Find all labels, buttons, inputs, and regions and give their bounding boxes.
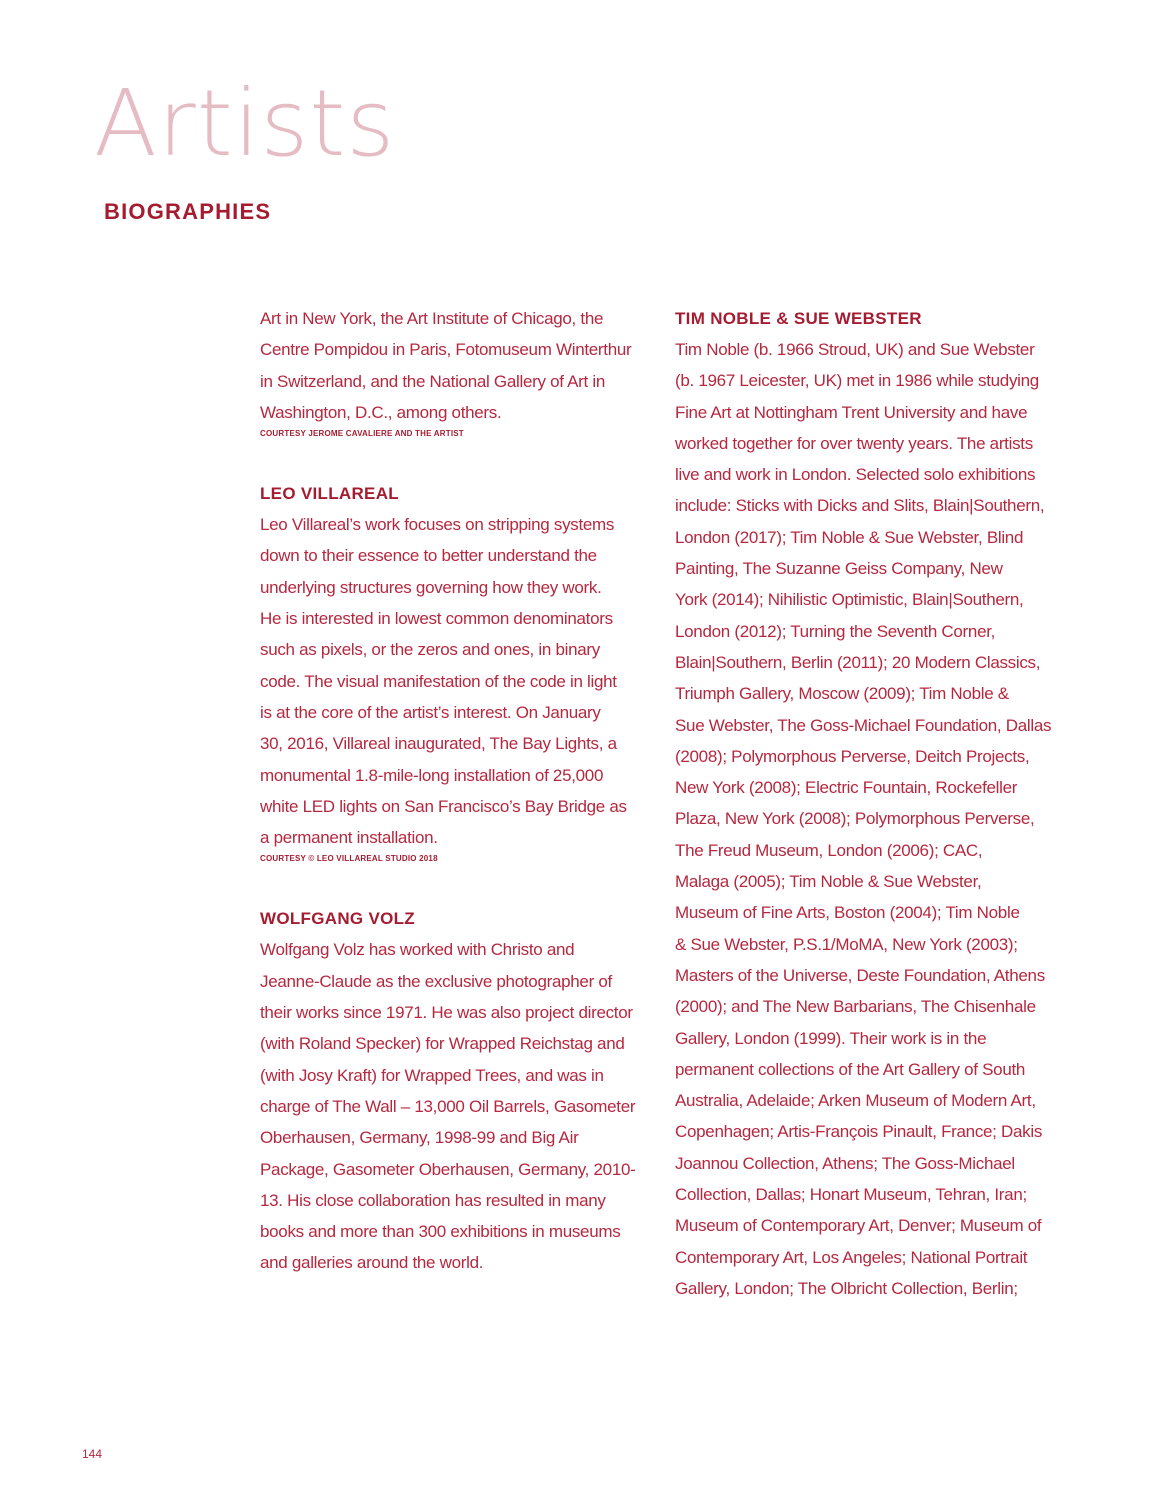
section-subtitle: BIOGRAPHIES — [104, 199, 272, 224]
text-line: Art in New York, the Art Institute of Chicago, the — [260, 309, 604, 328]
text-line: Gallery, London; The Olbricht Collection, Berlin; — [675, 1278, 1018, 1298]
text-line: Washington, D.C., among others. — [260, 402, 502, 422]
text-line: monumental 1.8-mile-long installation of 25,000 — [260, 765, 604, 785]
text-line: Package, Gasometer Oberhausen, Germany, 2010- — [260, 1159, 636, 1179]
intro-paragraph — [260, 303, 680, 428]
photo-credit: COURTESY © LEO VILLAREAL STUDIO 2018 — [260, 854, 438, 864]
text-line: books and more than 300 exhibitions in museums — [260, 1222, 621, 1242]
text-line: The Freud Museum, London (2006); CAC, — [675, 840, 983, 860]
text-line: down to their essence to better understand the — [260, 546, 597, 566]
text-line: Masters of the Universe, Deste Foundation, Athens — [675, 965, 1045, 985]
text-line: 30, 2016, Villareal inaugurated, The Bay Lights, a — [260, 734, 617, 754]
text-line: Contemporary Art, Los Angeles; National Portrait — [675, 1247, 1028, 1267]
right-column — [675, 303, 1095, 1304]
artist-name-heading: WOLFGANG VOLZ — [260, 909, 415, 929]
text-line: London (2017); Tim Noble & Sue Webster, Blind — [675, 527, 1024, 547]
text-line: white LED lights on San Francisco’s Bay Bridge as — [260, 796, 627, 816]
text-line: He is interested in lowest common denominators — [260, 609, 613, 629]
text-line: New York (2008); Electric Fountain, Rockefeller — [675, 778, 1018, 798]
page-title: Artists — [94, 70, 396, 177]
text-line: Museum of Fine Arts, Boston (2004); Tim Noble — [675, 903, 1020, 923]
artist-name-heading: LEO VILLAREAL — [260, 484, 399, 504]
text-line: Plaza, New York (2008); Polymorphous Perverse, — [675, 809, 1035, 829]
text-line: permanent collections of the Art Gallery of South — [675, 1059, 1026, 1079]
text-line: (b. 1967 Leicester, UK) met in 1986 while studying — [675, 371, 1039, 391]
text-line: Malaga (2005); Tim Noble & Sue Webster, — [675, 872, 982, 892]
page-number: 144 — [82, 1447, 103, 1461]
text-line: York (2014); Nihilistic Optimistic, Blain|Southern, — [675, 590, 1024, 610]
text-line: (with Josy Kraft) for Wrapped Trees, and was in — [260, 1065, 604, 1085]
text-line: & Sue Webster, P.S.1/MoMA, New York (2003); — [675, 934, 1018, 954]
text-line: Leo Villareal’s work focuses on stripping systems — [260, 515, 615, 535]
left-column — [260, 303, 680, 1279]
text-line: code. The visual manifestation of the code in light — [260, 671, 617, 691]
text-line: (with Roland Specker) for Wrapped Reichstag and — [260, 1034, 625, 1054]
text-line: Wolfgang Volz has worked with Christo and — [260, 940, 575, 960]
text-line: Collection, Dallas; Honart Museum, Tehran, Iran; — [675, 1185, 1027, 1205]
artist-bio — [260, 934, 680, 1278]
text-line: Painting, The Suzanne Geiss Company, New — [675, 559, 1003, 579]
text-line: live and work in London. Selected solo exhibitions — [675, 465, 1036, 485]
text-line: Jeanne-Claude as the exclusive photographer of — [260, 971, 612, 991]
text-line: Gallery, London (1999). Their work is in the — [675, 1028, 987, 1048]
artist-name-heading: TIM NOBLE & SUE WEBSTER — [675, 309, 922, 328]
text-line: and galleries around the world. — [260, 1253, 484, 1273]
text-line: Triumph Gallery, Moscow (2009); Tim Noble & — [675, 684, 1009, 704]
text-line: Museum of Contemporary Art, Denver; Museum of — [675, 1216, 1042, 1236]
text-line: Fine Art at Nottingham Trent University and have — [675, 402, 1028, 422]
text-line: Joannou Collection, Athens; The Goss-Michael — [675, 1153, 1015, 1173]
text-line: Oberhausen, Germany, 1998-99 and Big Air — [260, 1128, 579, 1148]
text-line: London (2012); Turning the Seventh Corner, — [675, 621, 996, 641]
text-line: a permanent installation. — [260, 828, 438, 848]
text-line: worked together for over twenty years. The artists — [675, 433, 1033, 453]
text-line: is at the core of the artist’s interest. On January — [260, 702, 601, 722]
text-line: Tim Noble (b. 1966 Stroud, UK) and Sue Webster — [675, 340, 1035, 359]
text-line: in Switzerland, and the National Gallery of Art in — [260, 371, 606, 391]
artist-bio — [260, 509, 680, 853]
artist-bio — [675, 334, 1095, 1304]
text-line: Blain|Southern, Berlin (2011); 20 Modern Classics, — [675, 652, 1041, 672]
text-line: include: Sticks with Dicks and Slits, Blain|Southern, — [675, 496, 1045, 516]
text-line: 13. His close collaboration has resulted in many — [260, 1190, 606, 1210]
text-line: (2000); and The New Barbarians, The Chisenhale — [675, 997, 1036, 1017]
text-line: Sue Webster, The Goss-Michael Foundation, Dallas — [675, 715, 1052, 735]
text-line: their works since 1971. He was also project director — [260, 1003, 633, 1023]
text-line: Australia, Adelaide; Arken Museum of Modern Art, — [675, 1091, 1036, 1111]
photo-credit: COURTESY JEROME CAVALIERE AND THE ARTIST — [260, 429, 464, 439]
text-line: Centre Pompidou in Paris, Fotomuseum Winterthur — [260, 340, 632, 360]
text-line: underlying structures governing how they work. — [260, 577, 602, 597]
text-line: such as pixels, or the zeros and ones, in binary — [260, 640, 600, 660]
text-line: Copenhagen; Artis-François Pinault, France; Dakis — [675, 1122, 1043, 1142]
text-line: (2008); Polymorphous Perverse, Deitch Projects, — [675, 746, 1030, 766]
text-line: charge of The Wall – 13,000 Oil Barrels, Gasometer — [260, 1096, 636, 1116]
